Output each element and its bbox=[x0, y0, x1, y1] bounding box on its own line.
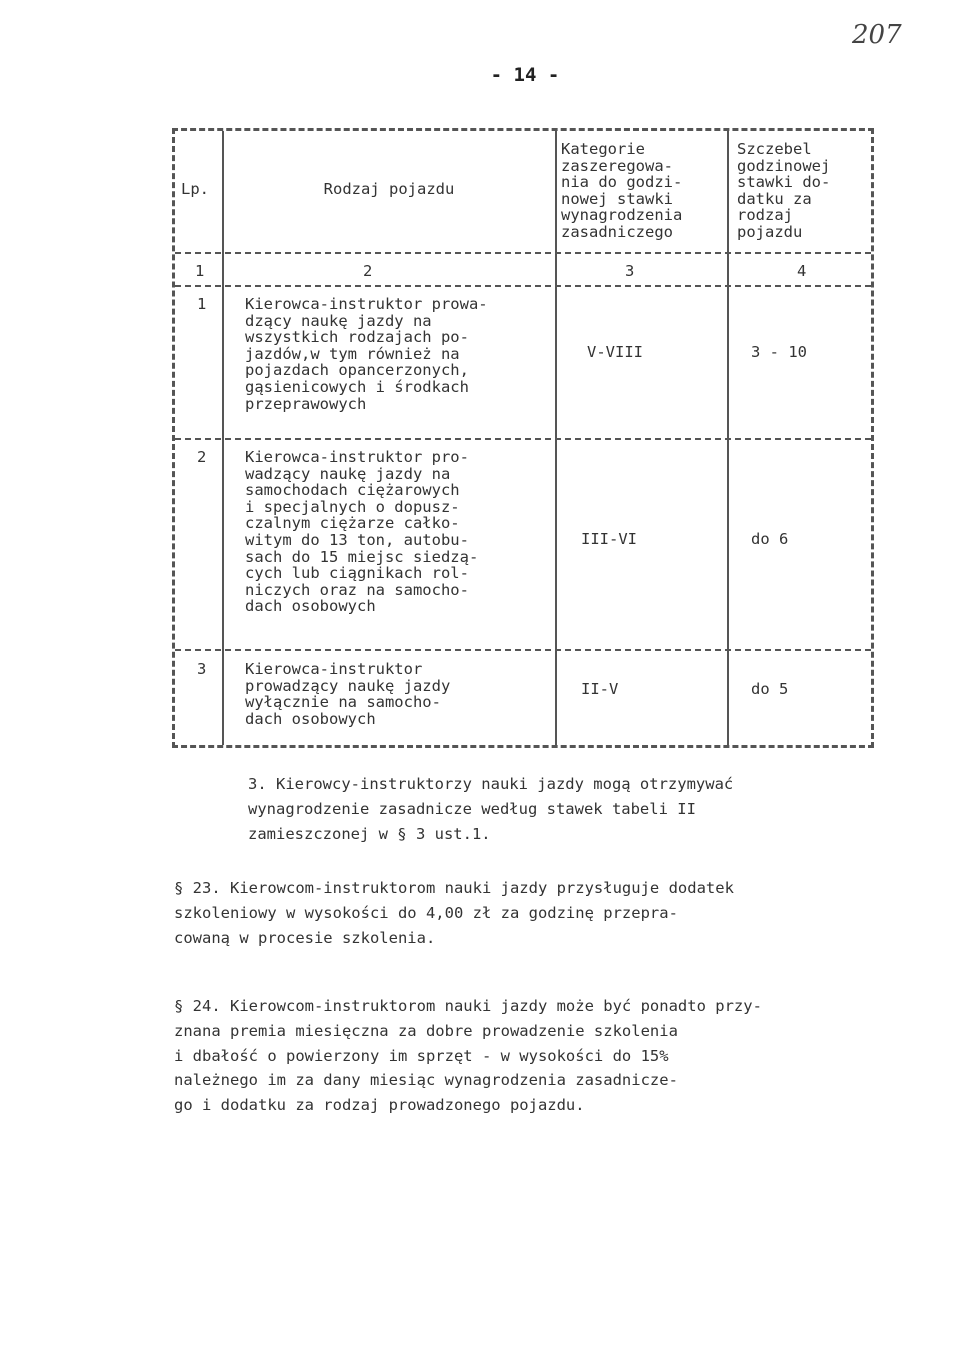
header-szczebel: Szczebel godzinowej stawki do- datku za rodzaj pojazdu bbox=[737, 140, 831, 241]
header-rodzaj-pojazdu: Rodzaj pojazdu bbox=[323, 180, 455, 198]
row-3-rodzaj: Kierowca-instruktor prowadzący naukę jazdy wyłącznie na samocho- dach osobowych bbox=[245, 660, 451, 728]
header-lp: Lp. bbox=[181, 180, 209, 198]
row-3-kategorie: II-V bbox=[581, 680, 619, 698]
row-divider bbox=[175, 285, 871, 287]
row-divider bbox=[175, 438, 871, 440]
row-1-rodzaj: Kierowca-instruktor prowa- dzący naukę jazdy na wszystkich rodzajach po- jazdów,w tym również na pojazdach opancerzonych, gąsienicowych i środkach przeprawowych bbox=[245, 295, 488, 413]
header-kategorie: Kategorie zaszeregowa- nia do godzi- nowej stawki wynagrodzenia zasadniczego bbox=[561, 140, 683, 241]
column-number-3: 3 bbox=[625, 262, 635, 280]
column-number-1: 1 bbox=[195, 262, 205, 280]
column-number-4: 4 bbox=[797, 262, 807, 280]
row-3-lp: 3 bbox=[197, 660, 207, 678]
paragraph-3: 3. Kierowcy-instruktorzy nauki jazdy mogą otrzymywać wynagrodzenie zasadnicze według stawek tabeli II zamieszczonej w § 3 ust.1. bbox=[248, 775, 734, 843]
row-3-szczebel: do 5 bbox=[751, 680, 789, 698]
page-number: - 14 - bbox=[490, 64, 560, 86]
row-divider bbox=[175, 649, 871, 651]
row-divider bbox=[175, 252, 871, 254]
section-24: § 24. Kierowcom-instruktorom nauki jazdy może być ponadto przy- znana premia miesięczna za dobre prowadzenie szkolenia i dbałość o powierzony im sprzęt - w wysokości do 15% należnego im za dany miesiąc wynagrodzenia zasadnicze- go i dodatku za rodzaj prowadzonego pojazdu. bbox=[174, 997, 762, 1115]
row-1-kategorie: V-VIII bbox=[587, 343, 643, 361]
row-1-szczebel: 3 - 10 bbox=[751, 343, 807, 361]
row-2-lp: 2 bbox=[197, 448, 207, 466]
column-number-2: 2 bbox=[363, 262, 373, 280]
vehicle-category-table bbox=[172, 128, 874, 748]
row-2-kategorie: III-VI bbox=[581, 530, 637, 548]
handwritten-page-number: 207 bbox=[852, 20, 902, 50]
row-2-szczebel: do 6 bbox=[751, 530, 789, 548]
section-23: § 23. Kierowcom-instruktorom nauki jazdy przysługuje dodatek szkoleniowy w wysokości do 4,00 zł za godzinę przepra- cowaną w procesie szkolenia. bbox=[174, 879, 734, 947]
row-1-lp: 1 bbox=[197, 295, 207, 313]
row-2-rodzaj: Kierowca-instruktor pro- wadzący naukę jazdy na samochodach ciężarowych i specjalnych o dopusz- czalnym ciężarze całko- witym do 13 ton, autobu- sach do 15 miejsc siedzą- cych lub ciągnikach rol- niczych oraz na samocho- dach osobowych bbox=[245, 448, 479, 616]
